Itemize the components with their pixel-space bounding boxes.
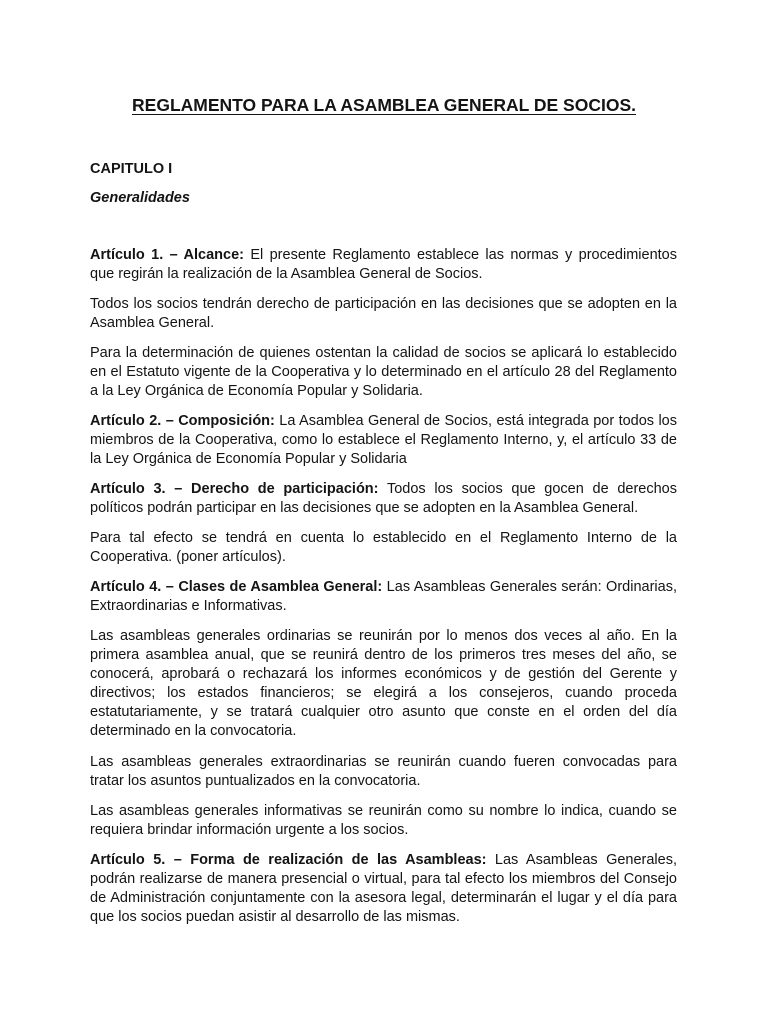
paragraph-text: Las Asambleas Generales, podrán realizarse de manera presencial o virtual, para tal efecto los miembros del Consejo de Administración conjuntamente con la asesora legal, determinarán el lugar y el día para que los socios puedan asistir al desarrollo de las mismas.	[90, 852, 677, 925]
paragraph-text: Para la determinación de quienes ostentan la calidad de socios se aplicará lo establecido en el Estatuto vigente de la Cooperativa y lo determinado en el artículo 28 del Reglamento a la Ley Orgánica de Economía Popular y Solidaria.	[90, 345, 677, 399]
paragraph	[90, 344, 677, 401]
article-heading: Artículo 5. – Forma de realización de las Asambleas:	[90, 852, 487, 868]
document-title: REGLAMENTO PARA LA ASAMBLEA GENERAL DE SOCIOS.	[132, 95, 636, 115]
paragraph-text: El presente Reglamento establece las normas y procedimientos que regirán la realización de la Asamblea General de Socios.	[90, 247, 677, 282]
paragraph-article-5	[90, 851, 677, 927]
paragraph-text: Las asambleas generales informativas se reunirán como su nombre lo indica, cuando se requiera brindar información urgente a los socios.	[90, 803, 677, 838]
article-heading: Artículo 1. – Alcance:	[90, 247, 244, 263]
paragraph-article-3	[90, 480, 677, 518]
paragraph-article-4	[90, 578, 677, 616]
paragraph-text: Las asambleas generales extraordinarias se reunirán cuando fueren convocadas para tratar los asuntos puntualizados en la convocatoria.	[90, 754, 677, 789]
paragraph	[90, 753, 677, 791]
paragraph-text: Las Asambleas Generales serán: Ordinarias, Extraordinarias e Informativas.	[90, 579, 677, 614]
chapter-subtitle: Generalidades	[90, 190, 190, 206]
paragraph-text: Para tal efecto se tendrá en cuenta lo establecido en el Reglamento Interno de la Cooperativa. (poner artículos).	[90, 530, 677, 565]
paragraph	[90, 627, 677, 741]
paragraph	[90, 529, 677, 567]
paragraph-text: La Asamblea General de Socios, está integrada por todos los miembros de la Cooperativa, como lo establece el Reglamento Interno, y, el artículo 33 de la Ley Orgánica de Economía Popular y Solidaria	[90, 413, 677, 467]
paragraph	[90, 295, 677, 333]
paragraph	[90, 802, 677, 840]
paragraph-text: Todos los socios que gocen de derechos políticos podrán participar en las decisiones que se adopten en la Asamblea General.	[90, 481, 678, 516]
article-heading: Artículo 3. – Derecho de participación:	[90, 481, 379, 497]
paragraph-article-1	[90, 246, 677, 284]
article-heading: Artículo 4. – Clases de Asamblea General:	[90, 579, 383, 595]
paragraph-text: Las asambleas generales ordinarias se reunirán por lo menos dos veces al año. En la primera asamblea anual, que se reunirá dentro de los primeros tres meses del año, se conocerá, aprobará o rechazará los informes económicos y de gestión del Gerente y directivos; los estados financieros; se elegirá a los consejeros, cuando proceda estatutariamente, y se tratará cualquier otro asunto que conste en el orden del día determinado en la convocatoria.	[90, 628, 677, 739]
paragraph-article-2	[90, 412, 677, 469]
article-heading: Artículo 2. – Composición:	[90, 413, 275, 429]
chapter-heading: CAPITULO I	[90, 161, 173, 177]
paragraph-text: Todos los socios tendrán derecho de participación en las decisiones que se adopten en la Asamblea General.	[90, 296, 677, 331]
